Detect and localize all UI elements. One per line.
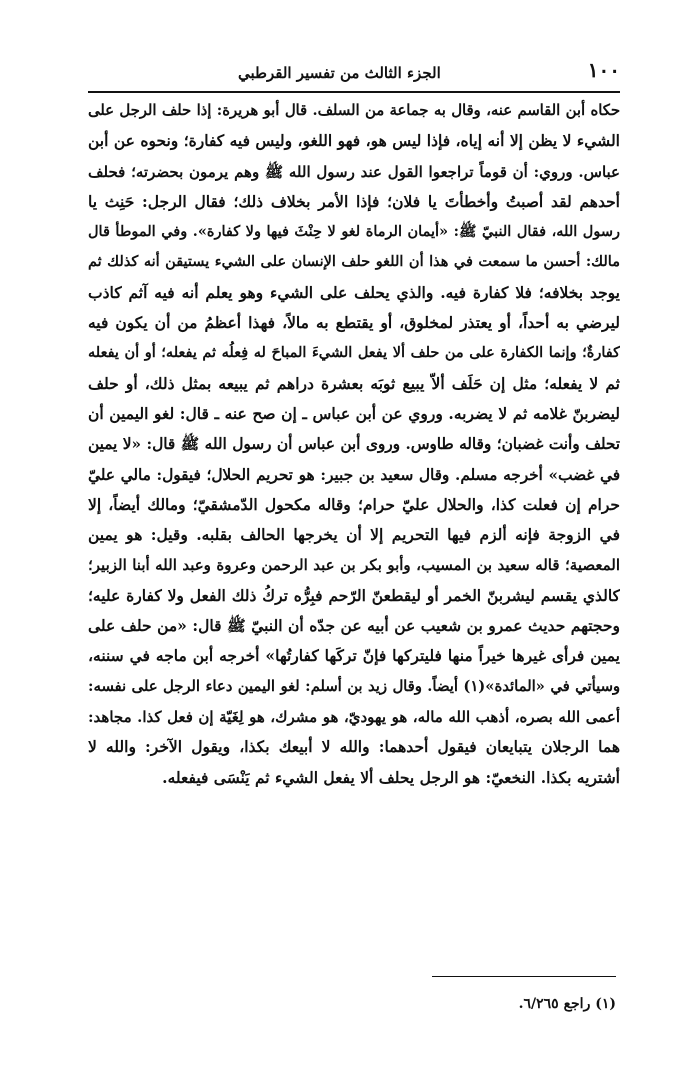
text-line: يمين فرأى غيرها خيراً منها فليتركها فإنّ تركَها كفارتُها» أخرجه أبن ماجه في سننه، <box>88 646 620 666</box>
text-line: ليرضي به أحداً، أو يعتذر لمخلوق، أو يقتطع به مالاً، فهذا أعظمُ من أن يكون فيه <box>88 313 620 333</box>
text-line: كالذي يقسم ليشربنّ الخمر أو ليقطعنّ الرّحم فبِرُّه تركُ ذلك الفعل ولا كفارة عليه؛ <box>88 585 620 605</box>
text-line: هما الرجلان يتبايعان فيقول أحدهما: والله لا أبيعك بكذا، ويقول الآخر: والله لا <box>88 737 620 757</box>
text-line: وحجتهم حديث عمرو بن شعيب عن أبيه عن جدّه أن النبيّ ﷺ قال: «من حلف على <box>88 616 620 636</box>
text-line: مالك: أحسن ما سمعت في هذا أن اللغو حلف الإنسان على الشيء يستيقن أنه كذلك ثم <box>88 253 620 271</box>
text-line: كفارةٌ؛ وإنما الكفارة على من حلف ألا يفعل الشيءَ المباحَ له فِعلُه ثم يفعله؛ أو أن يفعله <box>88 344 620 362</box>
text-line: في غضب» أخرجه مسلم. وقال سعيد بن جبير: هو تحريم الحلال؛ فيقول: مالي عليّ <box>88 465 620 484</box>
text-line: أحدهم لقد أصبتُ وأخطأتَ يا فلان؛ فإذا الأمر بخلاف ذلك؛ فقال الرجل: حَنِث يا <box>88 191 620 211</box>
footnote-separator <box>432 976 616 977</box>
footnote: (١) راجع ٦/٢٦٥. <box>518 996 616 1012</box>
page-number: ١٠٠ <box>587 58 620 82</box>
text-line: ثم لا يفعله؛ مثل إن حَلَف ألاّ يبيع ثوبَه بعشرة دراهم ثم يبيعه بمثل ذلك، أو حلف <box>88 373 620 393</box>
running-title: الجزء الثالث من تفسير القرطبي <box>238 64 441 82</box>
text-line: يوجد بخلافه؛ فلا كفارة فيه. والذي يحلف على الشيء وهو يعلم أنه فيه آثم كاذب <box>88 282 620 302</box>
text-line: أشتريه بكذا. النخعيّ: هو الرجل يحلف ألا يفعل الشيء ثم يَنْسَى فيفعله. <box>162 767 620 787</box>
text-line: ليضربنّ غلامه ثم لا يضربه. وروي عن أبن عباس ـ إن صح عنه ـ قال: لغو اليمين أن <box>88 403 620 423</box>
text-line: وسيأتي في «المائدة»(١) أيضاً. وقال زيد بن أسلم: لغو اليمين دعاء الرجل على نفسه: <box>88 677 620 695</box>
text-line: حرام إن فعلت كذا، والحلال عليّ حرام؛ وقاله مكحول الدّمشقيّ؛ ومالك أيضاً، إلا <box>88 494 620 514</box>
text-line: رسول الله، فقال النبيّ ﷺ: «أيمان الرماة لغو لا حِنْثَ فيها ولا كفارة». وفي الموطأ قال <box>88 223 620 241</box>
text-line: الشيء لا يظن إلا أنه إياه، فإذا ليس هو، فهو اللغو، وليس فيه كفارة؛ ونحوه عن أبن <box>88 131 620 151</box>
text-line: أعمى الله بصره، أذهب الله ماله، هو يهوديّ، هو مشرك، هو لِغَيّة إن فعل كذا. مجاهد: <box>88 707 620 726</box>
text-line: في الزوجة فإنه ألزم فيها التحريم إلا أن يخرجها الحالف بقلبه. وقيل: هو يمين <box>88 525 620 545</box>
text-line: حكاه أبن القاسم عنه، وقال به جماعة من السلف. قال أبو هريرة: إذا حلف الرجل على <box>88 102 620 119</box>
page-header <box>88 52 620 92</box>
text-line: المعصية؛ قاله سعيد بن المسيب، وأبو بكر بن عبد الرحمن وعروة وعبد الله أبنا الزبير؛ <box>88 556 620 575</box>
text-line: عباس. وروي: أن قوماً تراجعوا القول عند رسول الله ﷺ وهم يرمون بحضرته؛ فحلف <box>88 162 620 181</box>
text-line: تحلف وأنت غضبان؛ وقاله طاوس. وروى أبن عباس أن رسول الله ﷺ قال: «لا يمين <box>88 435 620 454</box>
body-text <box>88 96 620 793</box>
header-rule <box>88 91 620 93</box>
